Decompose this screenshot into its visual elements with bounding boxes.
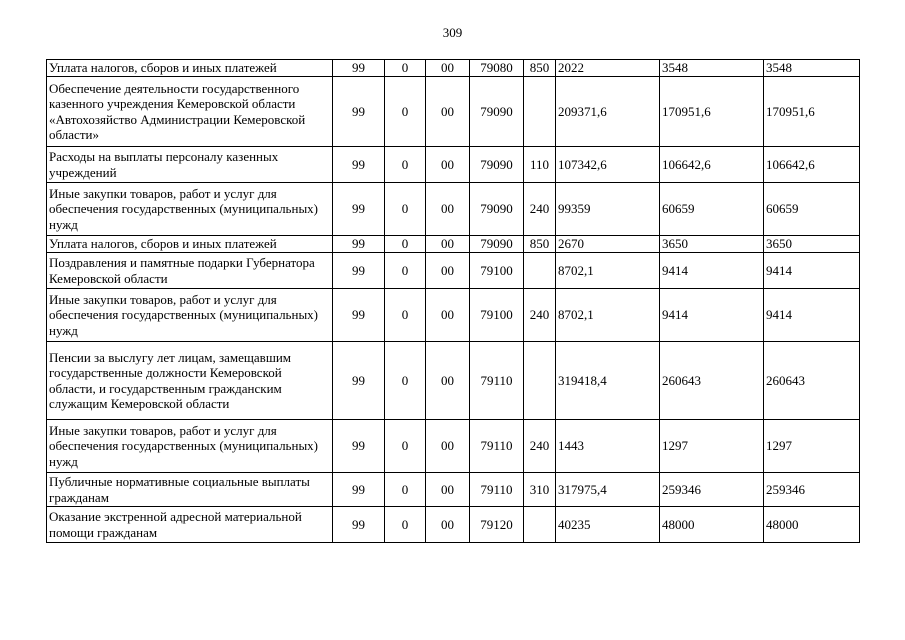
amount-year1-cell: 107342,6 bbox=[556, 147, 660, 183]
row-name-cell: Поздравления и памятные подарки Губернатора Кемеровской области bbox=[47, 253, 333, 289]
table-row bbox=[47, 60, 860, 77]
row-name-cell: Иные закупки товаров, работ и услуг для обеспечения государственных (муниципальных) нужд bbox=[47, 183, 333, 236]
amount-year3-cell: 60659 bbox=[764, 183, 860, 236]
amount-year1-cell: 209371,6 bbox=[556, 77, 660, 147]
program-code-cell: 99 bbox=[333, 147, 385, 183]
direction-code-cell: 00 bbox=[426, 236, 470, 253]
budget-table bbox=[46, 59, 860, 543]
row-name-cell: Иные закупки товаров, работ и услуг для обеспечения государственных (муниципальных) нужд bbox=[47, 289, 333, 342]
amount-year1-cell: 8702,1 bbox=[556, 253, 660, 289]
amount-year2-cell: 259346 bbox=[660, 473, 764, 507]
subprogram-code-cell: 0 bbox=[385, 342, 426, 420]
program-code-cell: 99 bbox=[333, 473, 385, 507]
expense-code-cell: 79080 bbox=[470, 60, 524, 77]
amount-year2-cell: 170951,6 bbox=[660, 77, 764, 147]
row-name-cell: Уплата налогов, сборов и иных платежей bbox=[47, 236, 333, 253]
amount-year1-cell: 2670 bbox=[556, 236, 660, 253]
amount-year1-cell: 319418,4 bbox=[556, 342, 660, 420]
subprogram-code-cell: 0 bbox=[385, 183, 426, 236]
amount-year2-cell: 48000 bbox=[660, 507, 764, 543]
direction-code-cell: 00 bbox=[426, 60, 470, 77]
program-code-cell: 99 bbox=[333, 507, 385, 543]
amount-year1-cell: 317975,4 bbox=[556, 473, 660, 507]
subprogram-code-cell: 0 bbox=[385, 236, 426, 253]
amount-year1-cell: 2022 bbox=[556, 60, 660, 77]
row-name-cell: Расходы на выплаты персоналу казенных учреждений bbox=[47, 147, 333, 183]
expense-code-cell: 79090 bbox=[470, 183, 524, 236]
amount-year1-cell: 40235 bbox=[556, 507, 660, 543]
row-name-cell: Иные закупки товаров, работ и услуг для обеспечения государственных (муниципальных) нужд bbox=[47, 420, 333, 473]
amount-year3-cell: 260643 bbox=[764, 342, 860, 420]
amount-year2-cell: 60659 bbox=[660, 183, 764, 236]
amount-year3-cell: 48000 bbox=[764, 507, 860, 543]
program-code-cell: 99 bbox=[333, 60, 385, 77]
amount-year1-cell: 1443 bbox=[556, 420, 660, 473]
table-row bbox=[47, 342, 860, 420]
expense-type-cell: 110 bbox=[524, 147, 556, 183]
row-name-cell: Публичные нормативные социальные выплаты гражданам bbox=[47, 473, 333, 507]
direction-code-cell: 00 bbox=[426, 473, 470, 507]
expense-code-cell: 79110 bbox=[470, 420, 524, 473]
table-row bbox=[47, 507, 860, 543]
expense-type-cell: 310 bbox=[524, 473, 556, 507]
expense-type-cell bbox=[524, 77, 556, 147]
expense-type-cell: 850 bbox=[524, 60, 556, 77]
row-name-cell: Обеспечение деятельности государственного казенного учреждения Кемеровской области «Автохозяйство Администрации Кемеровской области» bbox=[47, 77, 333, 147]
amount-year3-cell: 3650 bbox=[764, 236, 860, 253]
row-name-cell: Оказание экстренной адресной материальной помощи гражданам bbox=[47, 507, 333, 543]
program-code-cell: 99 bbox=[333, 342, 385, 420]
subprogram-code-cell: 0 bbox=[385, 253, 426, 289]
amount-year1-cell: 99359 bbox=[556, 183, 660, 236]
table-row bbox=[47, 253, 860, 289]
amount-year2-cell: 106642,6 bbox=[660, 147, 764, 183]
row-name-cell: Пенсии за выслугу лет лицам, замещавшим государственные должности Кемеровской области, и государственным гражданским служащим Кемеровской области bbox=[47, 342, 333, 420]
amount-year2-cell: 9414 bbox=[660, 253, 764, 289]
expense-type-cell: 240 bbox=[524, 289, 556, 342]
direction-code-cell: 00 bbox=[426, 147, 470, 183]
subprogram-code-cell: 0 bbox=[385, 289, 426, 342]
program-code-cell: 99 bbox=[333, 183, 385, 236]
direction-code-cell: 00 bbox=[426, 253, 470, 289]
table-row bbox=[47, 147, 860, 183]
subprogram-code-cell: 0 bbox=[385, 147, 426, 183]
amount-year3-cell: 1297 bbox=[764, 420, 860, 473]
subprogram-code-cell: 0 bbox=[385, 420, 426, 473]
subprogram-code-cell: 0 bbox=[385, 60, 426, 77]
amount-year3-cell: 259346 bbox=[764, 473, 860, 507]
expense-code-cell: 79090 bbox=[470, 147, 524, 183]
amount-year1-cell: 8702,1 bbox=[556, 289, 660, 342]
expense-code-cell: 79090 bbox=[470, 236, 524, 253]
subprogram-code-cell: 0 bbox=[385, 507, 426, 543]
table-row bbox=[47, 473, 860, 507]
direction-code-cell: 00 bbox=[426, 289, 470, 342]
subprogram-code-cell: 0 bbox=[385, 77, 426, 147]
expense-type-cell: 240 bbox=[524, 420, 556, 473]
page-number: 309 bbox=[442, 25, 463, 40]
amount-year2-cell: 1297 bbox=[660, 420, 764, 473]
amount-year2-cell: 260643 bbox=[660, 342, 764, 420]
amount-year2-cell: 3548 bbox=[660, 60, 764, 77]
amount-year3-cell: 3548 bbox=[764, 60, 860, 77]
direction-code-cell: 00 bbox=[426, 507, 470, 543]
direction-code-cell: 00 bbox=[426, 77, 470, 147]
direction-code-cell: 00 bbox=[426, 420, 470, 473]
amount-year3-cell: 106642,6 bbox=[764, 147, 860, 183]
program-code-cell: 99 bbox=[333, 420, 385, 473]
expense-code-cell: 79110 bbox=[470, 342, 524, 420]
expense-code-cell: 79090 bbox=[470, 77, 524, 147]
expense-code-cell: 79120 bbox=[470, 507, 524, 543]
direction-code-cell: 00 bbox=[426, 342, 470, 420]
expense-code-cell: 79110 bbox=[470, 473, 524, 507]
table-row bbox=[47, 420, 860, 473]
program-code-cell: 99 bbox=[333, 77, 385, 147]
expense-type-cell bbox=[524, 507, 556, 543]
expense-type-cell bbox=[524, 342, 556, 420]
subprogram-code-cell: 0 bbox=[385, 473, 426, 507]
expense-code-cell: 79100 bbox=[470, 289, 524, 342]
program-code-cell: 99 bbox=[333, 236, 385, 253]
expense-type-cell bbox=[524, 253, 556, 289]
amount-year3-cell: 170951,6 bbox=[764, 77, 860, 147]
expense-code-cell: 79100 bbox=[470, 253, 524, 289]
expense-type-cell: 240 bbox=[524, 183, 556, 236]
amount-year3-cell: 9414 bbox=[764, 253, 860, 289]
table-row bbox=[47, 236, 860, 253]
table-row bbox=[47, 183, 860, 236]
row-name-cell: Уплата налогов, сборов и иных платежей bbox=[47, 60, 333, 77]
program-code-cell: 99 bbox=[333, 289, 385, 342]
program-code-cell: 99 bbox=[333, 253, 385, 289]
table-row bbox=[47, 289, 860, 342]
direction-code-cell: 00 bbox=[426, 183, 470, 236]
amount-year2-cell: 9414 bbox=[660, 289, 764, 342]
table-row bbox=[47, 77, 860, 147]
expense-type-cell: 850 bbox=[524, 236, 556, 253]
amount-year3-cell: 9414 bbox=[764, 289, 860, 342]
amount-year2-cell: 3650 bbox=[660, 236, 764, 253]
